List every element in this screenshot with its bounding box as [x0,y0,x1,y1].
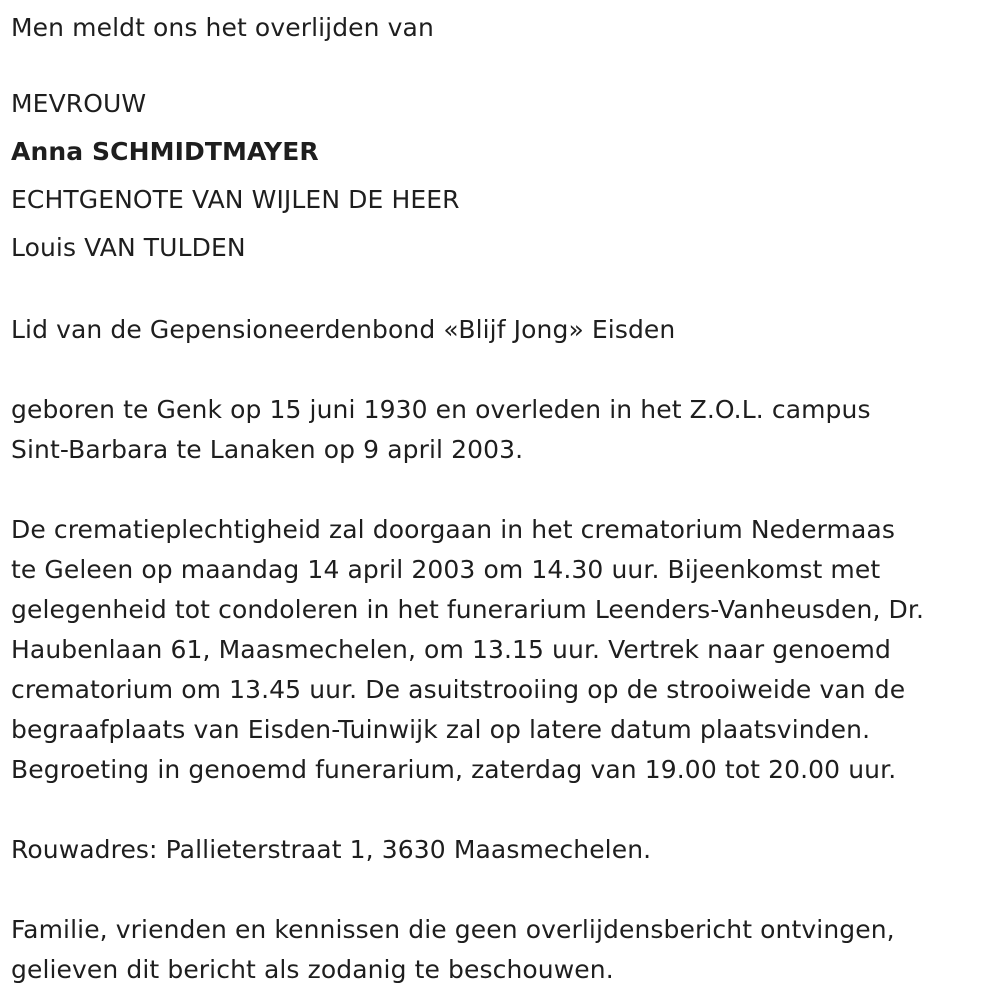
ceremony-line-1: De crematieplechtigheid zal doorgaan in het crematorium Nedermaas [11,515,895,544]
ceremony-line-4: Haubenlaan 61, Maasmechelen, om 13.15 uur. Vertrek naar genoemd [11,635,891,664]
ceremony-line-3: gelegenheid tot condoleren in het funerarium Leenders-Vanheusden, Dr. [11,595,925,624]
address-line: Rouwadres: Pallieterstraat 1, 3630 Maasmechelen. [11,835,652,864]
intro-line: Men meldt ons het overlijden van [11,13,434,42]
closing-line-1: Familie, vrienden en kennissen die geen overlijdensbericht ontvingen, [11,915,895,944]
ceremony-line-6: begraafplaats van Eisden-Tuinwijk zal op latere datum plaatsvinden. [11,715,871,744]
ceremony-line-7: Begroeting in genoemd funerarium, zaterdag van 19.00 tot 20.00 uur. [11,755,897,784]
ceremony-line-2: te Geleen op maandag 14 april 2003 om 14.30 uur. Bijeenkomst met [11,555,881,584]
ceremony-line-5: crematorium om 13.45 uur. De asuitstrooiing op de strooiweide van de [11,675,906,704]
birth-death-line-2: Sint-Barbara te Lanaken op 9 april 2003. [11,435,524,464]
closing-line-2: gelieven dit bericht als zodanig te beschouwen. [11,955,614,984]
relation-line: ECHTGENOTE VAN WIJLEN DE HEER [11,185,460,214]
spouse-name: Louis VAN TULDEN [11,233,246,262]
deceased-name: Anna SCHMIDTMAYER [11,137,319,166]
title-line: MEVROUW [11,89,147,118]
birth-death-line-1: geboren te Genk op 15 juni 1930 en overleden in het Z.O.L. campus [11,395,871,424]
membership-line: Lid van de Gepensioneerdenbond «Blijf Jong» Eisden [11,315,676,344]
